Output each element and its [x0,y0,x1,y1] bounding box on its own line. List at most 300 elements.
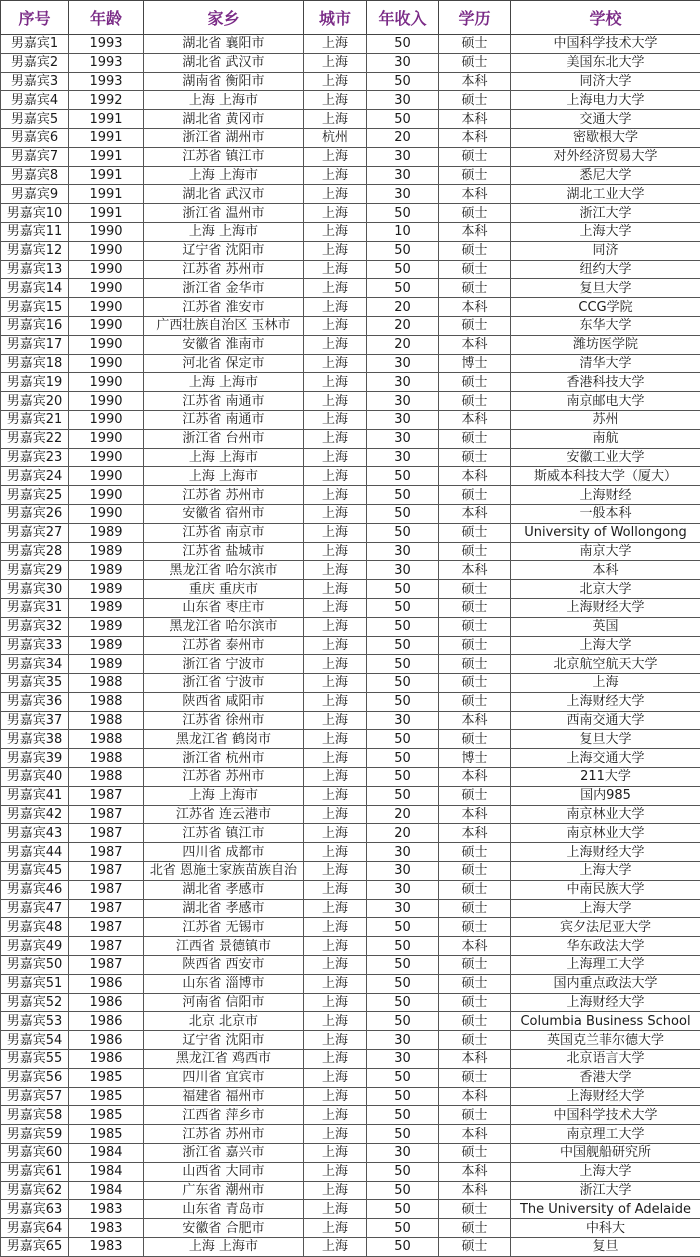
cell-education: 本科 [439,824,511,843]
cell-school: 英国克兰菲尔德大学 [511,1031,700,1050]
cell-school: 北京航空航天大学 [511,655,700,674]
cell-education: 硕士 [439,1200,511,1219]
cell-hometown: 山东省 淄博市 [144,974,304,993]
cell-education: 硕士 [439,862,511,881]
cell-index: 男嘉宾39 [1,749,69,768]
table-row [1,617,700,636]
cell-city: 上海 [304,805,367,824]
cell-education: 硕士 [439,899,511,918]
cell-school: 上海大学 [511,222,700,241]
cell-city: 上海 [304,185,367,204]
cell-index: 男嘉宾35 [1,674,69,693]
cell-hometown: 湖北省 孝感市 [144,880,304,899]
cell-index: 男嘉宾48 [1,918,69,937]
cell-income: 50 [367,72,439,91]
cell-school: 宾夕法尼亚大学 [511,918,700,937]
cell-index: 男嘉宾64 [1,1219,69,1238]
cell-city: 上海 [304,711,367,730]
cell-education: 本科 [439,1162,511,1181]
cell-index: 男嘉宾44 [1,843,69,862]
cell-income: 50 [367,937,439,956]
cell-education: 本科 [439,467,511,486]
cell-age: 1983 [69,1219,144,1238]
cell-city: 上海 [304,974,367,993]
cell-income: 30 [367,843,439,862]
cell-city: 上海 [304,204,367,223]
cell-school: 潍坊医学院 [511,335,700,354]
cell-school: 上海大学 [511,862,700,881]
cell-age: 1984 [69,1162,144,1181]
table-row [1,711,700,730]
cell-school: 上海财经大学 [511,692,700,711]
cell-index: 男嘉宾20 [1,392,69,411]
table-row [1,899,700,918]
cell-city: 上海 [304,580,367,599]
cell-index: 男嘉宾17 [1,335,69,354]
cell-school: 西南交通大学 [511,711,700,730]
cell-age: 1987 [69,899,144,918]
cell-age: 1991 [69,147,144,166]
cell-education: 本科 [439,711,511,730]
cell-education: 硕士 [439,279,511,298]
table-header [1,1,700,35]
cell-income: 50 [367,260,439,279]
cell-school: 清华大学 [511,354,700,373]
cell-age: 1987 [69,824,144,843]
cell-income: 50 [367,110,439,129]
cell-index: 男嘉宾24 [1,467,69,486]
cell-school: 中科大 [511,1219,700,1238]
cell-city: 上海 [304,147,367,166]
cell-age: 1989 [69,542,144,561]
cell-hometown: 江苏省 淮安市 [144,298,304,317]
cell-index: 男嘉宾11 [1,222,69,241]
cell-city: 上海 [304,91,367,110]
table-row [1,392,700,411]
table-row [1,1012,700,1031]
cell-income: 50 [367,504,439,523]
cell-age: 1989 [69,655,144,674]
cell-city: 上海 [304,241,367,260]
cell-hometown: 江苏省 盐城市 [144,542,304,561]
cell-income: 20 [367,316,439,335]
cell-income: 50 [367,786,439,805]
cell-education: 硕士 [439,523,511,542]
cell-school: 复旦 [511,1238,700,1257]
cell-education: 本科 [439,1050,511,1069]
cell-hometown: 江苏省 镇江市 [144,824,304,843]
table-row [1,91,700,110]
cell-school: University of Wollongong [511,523,700,542]
table-row [1,1181,700,1200]
header-school: 学校 [511,1,700,35]
cell-education: 硕士 [439,1144,511,1163]
cell-hometown: 江苏省 苏州市 [144,768,304,787]
cell-education: 硕士 [439,147,511,166]
table-row [1,1087,700,1106]
cell-hometown: 江苏省 镇江市 [144,147,304,166]
cell-city: 上海 [304,542,367,561]
table-row [1,824,700,843]
cell-city: 上海 [304,1050,367,1069]
cell-age: 1993 [69,72,144,91]
cell-age: 1988 [69,749,144,768]
cell-income: 30 [367,429,439,448]
cell-age: 1987 [69,805,144,824]
cell-index: 男嘉宾10 [1,204,69,223]
cell-income: 30 [367,880,439,899]
cell-education: 硕士 [439,1068,511,1087]
cell-education: 硕士 [439,429,511,448]
cell-income: 50 [367,636,439,655]
cell-education: 硕士 [439,35,511,54]
cell-school: 安徽工业大学 [511,448,700,467]
cell-index: 男嘉宾16 [1,316,69,335]
cell-hometown: 重庆 重庆市 [144,580,304,599]
cell-city: 上海 [304,72,367,91]
cell-hometown: 广西壮族自治区 玉林市 [144,316,304,335]
cell-index: 男嘉宾65 [1,1238,69,1257]
cell-city: 上海 [304,862,367,881]
cell-city: 上海 [304,410,367,429]
cell-income: 50 [367,1012,439,1031]
cell-age: 1990 [69,316,144,335]
cell-index: 男嘉宾5 [1,110,69,129]
table-row [1,316,700,335]
cell-school: 中国科学技术大学 [511,35,700,54]
cell-school: 北京大学 [511,580,700,599]
cell-city: 上海 [304,1219,367,1238]
cell-education: 本科 [439,298,511,317]
table-row [1,956,700,975]
table-row [1,1106,700,1125]
cell-index: 男嘉宾55 [1,1050,69,1069]
table-row [1,1238,700,1257]
cell-age: 1988 [69,730,144,749]
cell-city: 上海 [304,899,367,918]
cell-hometown: 广东省 潮州市 [144,1181,304,1200]
cell-school: 浙江大学 [511,204,700,223]
cell-school: 211大学 [511,768,700,787]
table-row [1,1031,700,1050]
cell-income: 50 [367,1200,439,1219]
cell-age: 1990 [69,222,144,241]
table-row [1,486,700,505]
table-row [1,993,700,1012]
cell-school: CCG学院 [511,298,700,317]
cell-age: 1988 [69,674,144,693]
cell-income: 20 [367,335,439,354]
cell-income: 50 [367,1087,439,1106]
cell-income: 30 [367,1031,439,1050]
cell-income: 50 [367,1106,439,1125]
cell-age: 1987 [69,843,144,862]
cell-hometown: 湖北省 襄阳市 [144,35,304,54]
table-row [1,185,700,204]
cell-school: 上海 [511,674,700,693]
cell-education: 硕士 [439,617,511,636]
cell-index: 男嘉宾23 [1,448,69,467]
cell-hometown: 黑龙江省 哈尔滨市 [144,617,304,636]
cell-age: 1989 [69,523,144,542]
cell-city: 上海 [304,956,367,975]
cell-income: 50 [367,241,439,260]
cell-hometown: 北省 恩施土家族苗族自治 [144,862,304,881]
table-row [1,918,700,937]
cell-school: 上海大学 [511,1162,700,1181]
cell-education: 硕士 [439,730,511,749]
cell-city: 上海 [304,298,367,317]
cell-hometown: 浙江省 金华市 [144,279,304,298]
cell-income: 30 [367,1144,439,1163]
cell-education: 博士 [439,749,511,768]
cell-age: 1991 [69,204,144,223]
cell-income: 30 [367,166,439,185]
cell-income: 50 [367,35,439,54]
cell-income: 30 [367,711,439,730]
cell-age: 1991 [69,128,144,147]
cell-index: 男嘉宾3 [1,72,69,91]
cell-school: 南航 [511,429,700,448]
cell-age: 1991 [69,110,144,129]
header-income: 年收入 [367,1,439,35]
cell-income: 50 [367,204,439,223]
cell-index: 男嘉宾61 [1,1162,69,1181]
cell-school: 中国舰船研究所 [511,1144,700,1163]
cell-hometown: 浙江省 宁波市 [144,674,304,693]
cell-education: 硕士 [439,655,511,674]
cell-hometown: 江苏省 泰州市 [144,636,304,655]
cell-education: 硕士 [439,166,511,185]
cell-school: 国内985 [511,786,700,805]
cell-hometown: 北京 北京市 [144,1012,304,1031]
cell-school: 南京理工大学 [511,1125,700,1144]
cell-age: 1989 [69,636,144,655]
table-row [1,72,700,91]
cell-city: 上海 [304,937,367,956]
cell-age: 1986 [69,974,144,993]
cell-income: 50 [367,1162,439,1181]
table-row [1,260,700,279]
table-row [1,147,700,166]
cell-index: 男嘉宾27 [1,523,69,542]
cell-education: 硕士 [439,880,511,899]
table-row [1,636,700,655]
cell-education: 本科 [439,937,511,956]
cell-hometown: 安徽省 淮南市 [144,335,304,354]
cell-income: 50 [367,974,439,993]
cell-city: 上海 [304,692,367,711]
cell-age: 1986 [69,1012,144,1031]
table-row [1,862,700,881]
cell-index: 男嘉宾54 [1,1031,69,1050]
cell-hometown: 浙江省 嘉兴市 [144,1144,304,1163]
cell-income: 30 [367,147,439,166]
table-row [1,1068,700,1087]
cell-city: 上海 [304,674,367,693]
cell-school: 美国东北大学 [511,53,700,72]
cell-age: 1990 [69,392,144,411]
cell-education: 硕士 [439,91,511,110]
cell-income: 30 [367,448,439,467]
cell-hometown: 江苏省 苏州市 [144,1125,304,1144]
cell-school: 上海大学 [511,899,700,918]
cell-city: 上海 [304,373,367,392]
cell-school: 上海财经大学 [511,843,700,862]
header-hometown: 家乡 [144,1,304,35]
cell-city: 上海 [304,354,367,373]
cell-income: 50 [367,768,439,787]
cell-age: 1990 [69,504,144,523]
cell-index: 男嘉宾38 [1,730,69,749]
cell-income: 50 [367,617,439,636]
cell-hometown: 辽宁省 沈阳市 [144,241,304,260]
cell-education: 硕士 [439,974,511,993]
cell-income: 50 [367,1238,439,1257]
cell-income: 30 [367,862,439,881]
cell-school: 北京语言大学 [511,1050,700,1069]
table-row [1,974,700,993]
cell-index: 男嘉宾7 [1,147,69,166]
cell-school: 复旦大学 [511,730,700,749]
cell-income: 50 [367,993,439,1012]
cell-city: 上海 [304,448,367,467]
cell-school: 南京邮电大学 [511,392,700,411]
cell-education: 硕士 [439,1012,511,1031]
cell-index: 男嘉宾62 [1,1181,69,1200]
cell-school: 上海大学 [511,636,700,655]
cell-school: 香港科技大学 [511,373,700,392]
cell-index: 男嘉宾42 [1,805,69,824]
cell-city: 上海 [304,617,367,636]
table-row [1,1200,700,1219]
cell-age: 1987 [69,937,144,956]
table-row [1,448,700,467]
cell-school: 对外经济贸易大学 [511,147,700,166]
cell-age: 1990 [69,373,144,392]
cell-school: 中国科学技术大学 [511,1106,700,1125]
cell-index: 男嘉宾8 [1,166,69,185]
cell-index: 男嘉宾59 [1,1125,69,1144]
table-row [1,730,700,749]
cell-age: 1990 [69,486,144,505]
cell-city: 上海 [304,730,367,749]
cell-school: 复旦大学 [511,279,700,298]
cell-city: 上海 [304,1238,367,1257]
cell-hometown: 上海 上海市 [144,222,304,241]
cell-city: 上海 [304,335,367,354]
cell-education: 硕士 [439,580,511,599]
cell-hometown: 陕西省 咸阳市 [144,692,304,711]
cell-school: 同济大学 [511,72,700,91]
cell-education: 本科 [439,222,511,241]
cell-hometown: 江苏省 南通市 [144,392,304,411]
cell-city: 上海 [304,504,367,523]
cell-education: 硕士 [439,674,511,693]
cell-school: 上海财经大学 [511,993,700,1012]
cell-city: 上海 [304,392,367,411]
table-row [1,335,700,354]
cell-age: 1988 [69,711,144,730]
header-age: 年龄 [69,1,144,35]
table-row [1,580,700,599]
cell-age: 1990 [69,241,144,260]
table-row [1,880,700,899]
cell-city: 上海 [304,655,367,674]
cell-hometown: 山东省 青岛市 [144,1200,304,1219]
cell-index: 男嘉宾19 [1,373,69,392]
table-row [1,1125,700,1144]
cell-hometown: 湖北省 黄冈市 [144,110,304,129]
cell-hometown: 四川省 宜宾市 [144,1068,304,1087]
table-body [1,35,700,1257]
cell-index: 男嘉宾46 [1,880,69,899]
header-city: 城市 [304,1,367,35]
cell-index: 男嘉宾33 [1,636,69,655]
cell-income: 50 [367,674,439,693]
table-row [1,655,700,674]
table-row [1,1144,700,1163]
cell-age: 1989 [69,561,144,580]
cell-city: 上海 [304,279,367,298]
cell-school: 斯威本科技大学（厦大） [511,467,700,486]
cell-hometown: 上海 上海市 [144,91,304,110]
cell-education: 本科 [439,805,511,824]
cell-city: 上海 [304,768,367,787]
cell-hometown: 江苏省 连云港市 [144,805,304,824]
table-row [1,467,700,486]
cell-city: 上海 [304,1162,367,1181]
cell-index: 男嘉宾52 [1,993,69,1012]
cell-education: 硕士 [439,542,511,561]
cell-school: 上海电力大学 [511,91,700,110]
table-row [1,786,700,805]
cell-income: 50 [367,486,439,505]
cell-index: 男嘉宾57 [1,1087,69,1106]
cell-city: 上海 [304,260,367,279]
cell-age: 1983 [69,1238,144,1257]
table-row [1,561,700,580]
cell-education: 硕士 [439,956,511,975]
cell-hometown: 江苏省 苏州市 [144,260,304,279]
cell-income: 50 [367,692,439,711]
cell-city: 上海 [304,1144,367,1163]
table-row [1,354,700,373]
cell-education: 博士 [439,354,511,373]
cell-city: 上海 [304,786,367,805]
cell-income: 50 [367,1068,439,1087]
cell-age: 1985 [69,1087,144,1106]
cell-age: 1993 [69,35,144,54]
cell-age: 1991 [69,166,144,185]
cell-age: 1983 [69,1200,144,1219]
cell-education: 硕士 [439,53,511,72]
cell-age: 1990 [69,410,144,429]
cell-age: 1990 [69,448,144,467]
cell-age: 1986 [69,993,144,1012]
cell-city: 上海 [304,467,367,486]
cell-index: 男嘉宾45 [1,862,69,881]
cell-income: 50 [367,918,439,937]
cell-index: 男嘉宾29 [1,561,69,580]
table-row [1,279,700,298]
cell-age: 1984 [69,1181,144,1200]
cell-city: 上海 [304,523,367,542]
cell-education: 本科 [439,1087,511,1106]
cell-hometown: 湖北省 武汉市 [144,185,304,204]
table-row [1,241,700,260]
header-row [1,1,700,35]
